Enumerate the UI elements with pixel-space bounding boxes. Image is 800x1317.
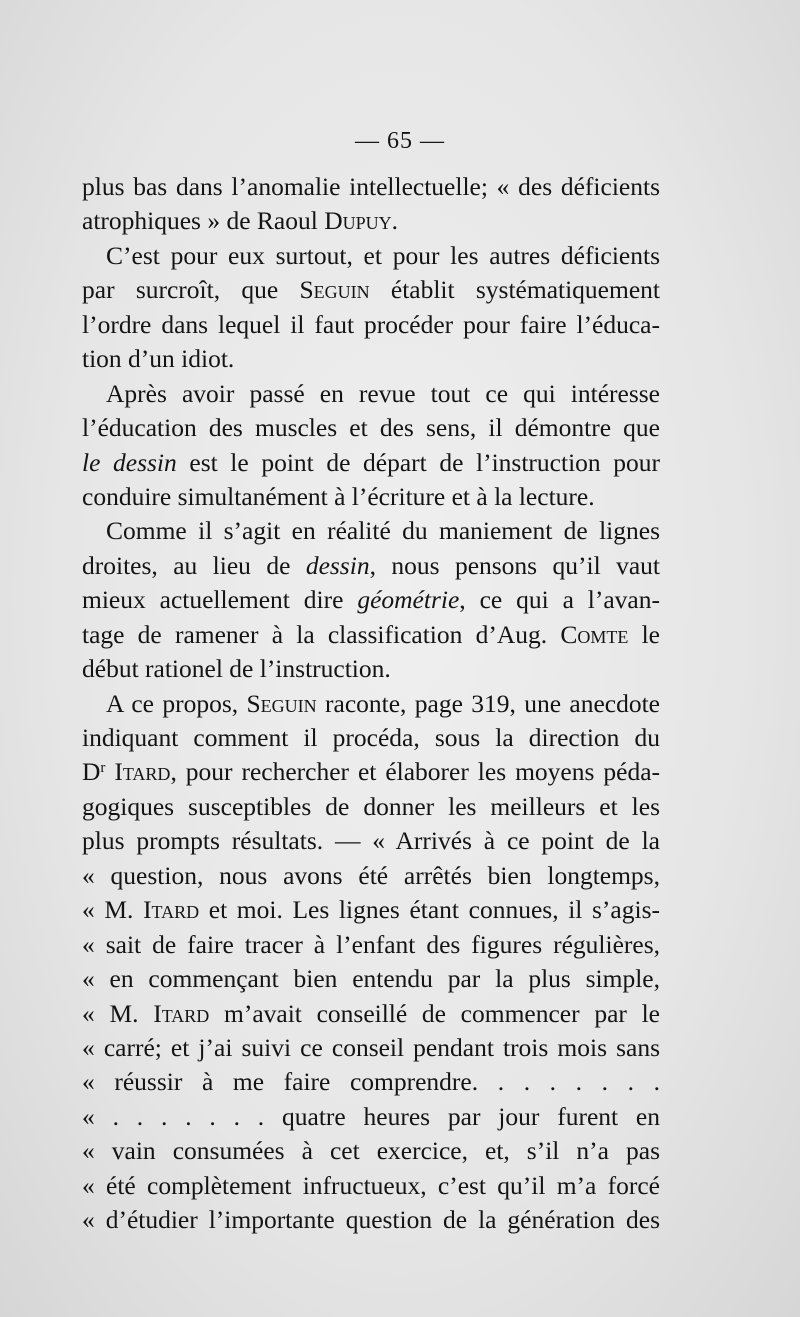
text-segment: Itard [143,895,200,925]
text-segment: « . . . . . . . quatre heures par jour furent en [82,1101,660,1131]
text-line [82,308,660,342]
text-line [82,273,660,307]
text-line [82,411,660,445]
text-line [82,549,660,583]
page-number: — 65 — [355,128,445,154]
text-segment: et moi. Les lignes étant connues, il s’agis- [199,895,660,925]
text-line [82,1100,660,1134]
text-segment: « en commençant bien entendu par la plus simple, [82,964,660,994]
text-segment: « sait de faire tracer à l’enfant des figures régulières, [82,929,660,959]
text-line [82,377,660,411]
text-segment: tage de ramener à la classification d’Aug. [82,619,561,649]
text-segment: gogiques susceptibles de donner les meilleurs et les [82,791,660,821]
text-segment: « été complètement infructueux, c’est qu’il m’a forcé [82,1170,660,1200]
text-segment: Itard [153,998,210,1028]
text-segment: géométrie [357,585,460,615]
text-segment: m’avait conseillé de commencer par le [209,998,660,1028]
text-segment: tion d’un idiot. [82,344,235,374]
text-segment: le dessin [82,447,177,477]
text-segment: « vain consumées à cet exercice, et, s’il n’a pas [82,1136,660,1166]
text-segment: , ce qui a l’avan- [459,585,660,615]
text-line [82,755,660,789]
text-segment: droites, au lieu de [82,550,306,580]
text-segment: l’ordre dans lequel il faut procéder pour faire l’éduca- [82,309,660,339]
text-segment: « d’étudier l’importante question de la génération des [82,1205,660,1235]
text-segment: , pour rechercher et élaborer les moyens péda- [170,757,660,787]
text-segment: Comte [560,619,629,649]
text-segment: début rationel de l’instruction. [82,654,391,684]
text-line [82,618,660,652]
text-line [82,928,660,962]
text-segment: par surcroît, que [82,275,300,305]
text-line [82,652,660,686]
text-segment: Itard [114,757,171,787]
text-line [82,204,660,238]
text-line [82,893,660,927]
text-line [82,790,660,824]
text-segment: conduire simultanément à l’écriture et à la lecture. [82,481,595,511]
text-segment: atrophiques » de Raoul [82,206,325,236]
text-line [82,170,660,204]
text-line [82,1169,660,1203]
text-segment: plus prompts résultats. — « Arrivés à ce point de la [82,826,660,856]
text-line [82,446,660,480]
text-segment: dessin [305,550,370,580]
text-segment: A ce propos, [106,688,247,718]
text-segment: raconte, page 319, une anecdote [316,688,660,718]
text-segment: , nous pensons qu’il vaut [369,550,660,580]
text-segment: . [391,206,399,236]
text-segment: mieux actuellement dire [82,585,358,615]
text-line [82,1031,660,1065]
text-segment: Dupuy [324,206,392,236]
text-line [82,514,660,548]
text-segment: est le point de départ de l’instruction pour [176,447,661,477]
text-line [82,721,660,755]
text-line [82,962,660,996]
text-line [82,583,660,617]
text-line [82,997,660,1031]
text-segment: « carré; et j’ai suivi ce conseil pendant trois mois sans [82,1032,660,1062]
text-segment: « M. [82,895,144,925]
text-line [82,342,660,376]
text-segment: « question, nous avons été arrêtés bien longtemps, [82,860,660,890]
text-segment: Après avoir passé en revue tout ce qui intéresse [106,378,660,408]
text-segment: r [100,760,106,777]
text-line [82,1134,660,1168]
text-line [82,824,660,858]
text-segment: « réussir à me faire comprendre. . . . . . . . [82,1067,660,1097]
text-segment: le [628,619,660,649]
text-line [82,687,660,721]
text-segment: « M. [82,998,154,1028]
body-text [82,170,660,1238]
text-segment: D [82,757,101,787]
text-segment: plus bas dans l’anomalie intellectuelle; « des déficients [82,172,660,201]
text-line [82,480,660,514]
text-line [82,1203,660,1237]
text-segment: C’est pour eux surtout, et pour les autres déficients [106,240,660,270]
text-line [82,859,660,893]
text-segment: indiquant comment il procéda, sous la direction du [82,723,660,752]
text-segment: l’éducation des muscles et des sens, il démontre que [82,413,660,443]
text-segment: Seguin [299,275,370,305]
text-line [82,239,660,273]
text-segment: Seguin [246,688,317,718]
text-line [82,1065,660,1099]
text-segment: établit systématiquement [369,275,660,305]
text-segment: Comme il s’agit en réalité du maniement de lignes [106,516,660,546]
